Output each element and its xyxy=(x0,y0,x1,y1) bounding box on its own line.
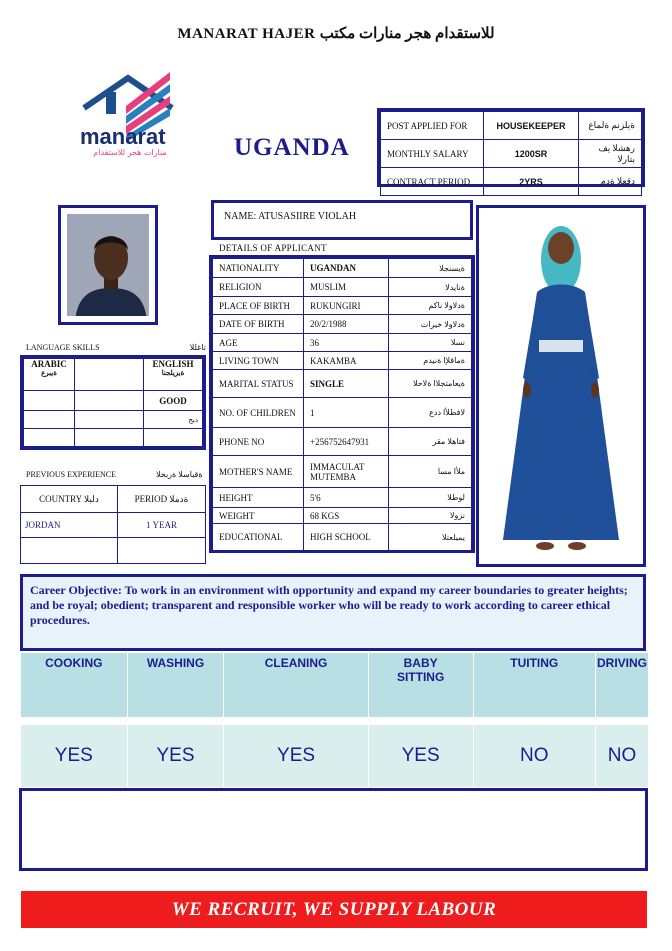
detail-label: LIVING TOWN xyxy=(213,352,304,370)
detail-arabic: لافطلأا ددع xyxy=(389,398,472,428)
detail-value: +256752647931 xyxy=(304,428,389,456)
experience-box xyxy=(20,485,206,564)
table-row xyxy=(24,391,203,411)
detail-label: PLACE OF BIRTH xyxy=(213,297,304,315)
post-label: POST APPLIED FOR xyxy=(381,112,484,140)
skills-spacer-row xyxy=(21,718,649,725)
english-label-ar: ةيزيلجنا xyxy=(161,369,185,377)
detail-label: AGE xyxy=(213,334,304,352)
detail-value: MUSLIM xyxy=(304,278,389,297)
language-title-text: LANGUAGE SKILLS xyxy=(26,343,100,352)
empty-cell xyxy=(24,429,75,447)
skills-value-row xyxy=(21,725,649,788)
detail-label: MOTHER'S NAME xyxy=(213,456,304,488)
logo-tagline: منارات هجر للاستقدام xyxy=(93,148,167,157)
details-label: DETAILS OF APPLICANT xyxy=(219,243,327,253)
table-row xyxy=(213,259,472,278)
detail-value: KAKAMBA xyxy=(304,352,389,370)
detail-arabic: لوطلا xyxy=(389,488,472,508)
detail-label: DATE OF BIRTH xyxy=(213,315,304,334)
career-objective: Career Objective: To work in an environment with opportunity and expand my career boundaries to greater heights; and be royal; obedient; transparent and responsible worker who will be ready to work according to career ethical procedures. xyxy=(20,574,646,651)
english-cell xyxy=(144,359,203,391)
skill-tuiting: TUITING xyxy=(473,653,595,718)
logo-brand: manarat xyxy=(80,124,166,149)
spacer xyxy=(21,718,649,725)
english-level-ar: ديج xyxy=(144,411,203,429)
table-row xyxy=(213,278,472,297)
post-box xyxy=(377,108,645,187)
detail-label: MARITAL STATUS xyxy=(213,370,304,398)
detail-value: 5'6 xyxy=(304,488,389,508)
table-row xyxy=(213,456,472,488)
country-title: UGANDA xyxy=(234,134,350,161)
english-level: GOOD xyxy=(144,391,203,411)
skill-cleaning-value: YES xyxy=(224,725,368,788)
full-body-image xyxy=(479,208,643,564)
table-row xyxy=(24,411,203,429)
language-box xyxy=(20,355,206,450)
skill-driving: DRIVING xyxy=(595,653,648,718)
detail-value: IMMACULAT MUTEMBA xyxy=(304,456,389,488)
table-row xyxy=(213,398,472,428)
applicant-portrait xyxy=(58,205,158,325)
arabic-level xyxy=(75,359,144,391)
detail-arabic: نزولا xyxy=(389,508,472,524)
empty-cell xyxy=(75,391,144,411)
language-title xyxy=(26,343,206,352)
contract-arabic: دقعلا ةدم xyxy=(579,168,642,196)
arabic-label-ar: ةيبرع xyxy=(41,369,57,377)
detail-arabic: ةماقلإا ةنيدم xyxy=(389,352,472,370)
portrait-image xyxy=(67,214,149,316)
detail-label: NO. OF CHILDREN xyxy=(213,398,304,428)
table-row xyxy=(213,370,472,398)
details-box xyxy=(209,255,475,553)
empty-cell xyxy=(75,429,144,447)
detail-arabic: فتاهلا مقر xyxy=(389,428,472,456)
arabic-label: ARABIC xyxy=(31,359,67,369)
table-row xyxy=(213,315,472,334)
table-row xyxy=(24,429,203,447)
detail-label: NATIONALITY xyxy=(213,259,304,278)
country-header-text: COUNTRY xyxy=(39,493,82,504)
arabic-cell xyxy=(24,359,75,391)
country-header-ar: دلبلا xyxy=(84,493,99,504)
detail-value: 68 KGS xyxy=(304,508,389,524)
detail-value: 36 xyxy=(304,334,389,352)
table-row xyxy=(381,168,642,196)
page-header: MANARAT HAJER للاستقدام هجر منارات مكتب xyxy=(177,26,495,42)
table-row xyxy=(213,334,472,352)
skill-cooking-value: YES xyxy=(21,725,128,788)
detail-value: 20/2/1988 xyxy=(304,315,389,334)
skill-cleaning: CLEANING xyxy=(224,653,368,718)
empty-cell xyxy=(118,538,206,564)
experience-title-arabic: ةقباسلا ةربخلا xyxy=(156,470,203,479)
table-row xyxy=(381,112,642,140)
empty-cell xyxy=(75,411,144,429)
period-header xyxy=(118,486,206,513)
skill-cooking: COOKING xyxy=(21,653,128,718)
footer-banner: WE RECRUIT, WE SUPPLY LABOUR xyxy=(21,891,647,928)
detail-value: 1 xyxy=(304,398,389,428)
table-row xyxy=(381,140,642,168)
salary-arabic: رهشلا يف بتارلا xyxy=(579,140,642,168)
country-header xyxy=(21,486,118,513)
detail-arabic: نسلا xyxy=(389,334,472,352)
skill-washing-value: YES xyxy=(127,725,224,788)
skill-baby-sitting: BABY SITTING xyxy=(368,653,473,718)
skill-driving-value: NO xyxy=(595,725,648,788)
empty-cell xyxy=(144,429,203,447)
detail-value: HIGH SCHOOL xyxy=(304,524,389,551)
detail-value: SINGLE xyxy=(304,370,389,398)
experience-title xyxy=(26,470,206,479)
table-row xyxy=(213,488,472,508)
table-row xyxy=(21,538,206,564)
table-row xyxy=(213,428,472,456)
salary-label: MONTHLY SALARY xyxy=(381,140,484,168)
detail-label: RELIGION xyxy=(213,278,304,297)
skills-table xyxy=(20,652,649,788)
contract-value: 2YRS xyxy=(484,168,579,196)
experience-country: JORDAN xyxy=(21,513,118,538)
period-header-ar: ةدملا xyxy=(169,493,189,504)
experience-period: 1 YEAR xyxy=(118,513,206,538)
skill-tuiting-value: NO xyxy=(473,725,595,788)
detail-label: HEIGHT xyxy=(213,488,304,508)
period-header-text: PERIOD xyxy=(134,493,168,504)
table-row xyxy=(213,297,472,315)
detail-arabic: ةيسنجلا xyxy=(389,259,472,278)
table-row xyxy=(21,513,206,538)
empty-cell xyxy=(24,411,75,429)
post-arabic: ةيلزنم ةلماع xyxy=(579,112,642,140)
empty-cell xyxy=(21,538,118,564)
detail-label: WEIGHT xyxy=(213,508,304,524)
table-row xyxy=(213,524,472,551)
table-row xyxy=(213,508,472,524)
detail-arabic: ةدلاولا ناكم xyxy=(389,297,472,315)
company-logo xyxy=(78,62,178,162)
post-value: HOUSEKEEPER xyxy=(484,112,579,140)
detail-label: EDUCATIONAL xyxy=(213,524,304,551)
detail-value: UGANDAN xyxy=(304,259,389,278)
table-row xyxy=(24,359,203,391)
detail-arabic: ملأا مسا xyxy=(389,456,472,488)
empty-cell xyxy=(24,391,75,411)
detail-arabic: ةيعامتجلاا ةلاحلا xyxy=(389,370,472,398)
salary-value: 1200SR xyxy=(484,140,579,168)
skills-header-row xyxy=(21,653,649,718)
detail-arabic: يميلعتلا xyxy=(389,524,472,551)
table-row xyxy=(213,352,472,370)
detail-arabic: ةنايدلا xyxy=(389,278,472,297)
experience-title-text: PREVIOUS EXPERIENCE xyxy=(26,470,117,479)
detail-value: RUKUNGIRI xyxy=(304,297,389,315)
table-row xyxy=(21,486,206,513)
contract-label: CONTRACT PERIOD xyxy=(381,168,484,196)
english-label: ENGLISH xyxy=(152,359,194,369)
skill-washing: WASHING xyxy=(127,653,224,718)
detail-arabic: ةدلاولا خيرات xyxy=(389,315,472,334)
applicant-full-photo xyxy=(476,205,646,567)
language-title-arabic: تاغللا xyxy=(189,343,206,352)
blank-box xyxy=(19,788,648,871)
applicant-name: NAME: ATUSASIIRE VIOLAH xyxy=(211,200,473,240)
detail-label: PHONE NO xyxy=(213,428,304,456)
skill-baby-sitting-value: YES xyxy=(368,725,473,788)
